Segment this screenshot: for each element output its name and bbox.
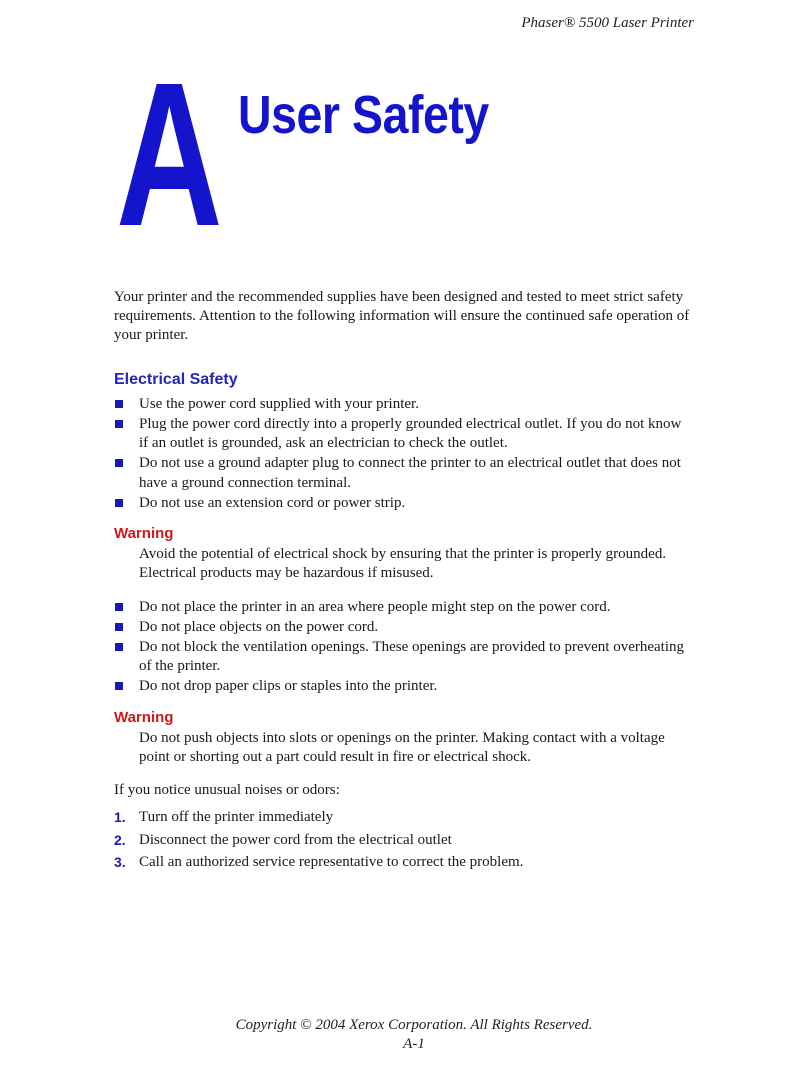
page-number: A-1 [403,1036,425,1052]
square-bullet-icon [115,682,123,690]
safety-list-1 [114,395,694,513]
list-item: Do not place objects on the power cord. [114,618,694,637]
running-header: Phaser® 5500 Laser Printer [521,15,694,31]
square-bullet-icon [115,459,123,467]
square-bullet-icon [115,603,123,611]
list-item: Do not place the printer in an area where people might step on the power cord. [114,598,694,617]
intro-paragraph: Your printer and the recommended supplies have been designed and tested to meet strict safety requirements. Attention to the following information will ensure the continued safe operation of your printer. [114,289,690,344]
warning-text: Do not push objects into slots or openings on the printer. Making contact with a voltage point or shorting out a part could result in fire or electrical shock. [139,729,665,766]
square-bullet-icon [115,623,123,631]
safety-list-2 [114,598,694,697]
square-bullet-icon [115,499,123,507]
list-item: Do not drop paper clips or staples into the printer. [114,677,694,696]
square-bullet-icon [115,400,123,408]
list-item: Do not block the ventilation openings. These openings are provided to prevent overheating of the printer. [114,638,694,676]
list-item: Do not use an extension cord or power strip. [114,494,694,513]
step-item: 1. Turn off the printer immediately [114,809,334,826]
square-bullet-icon [115,643,123,651]
list-item: Use the power cord supplied with your printer. [114,395,694,414]
warning-label: Warning [114,708,174,726]
step-item: 2. Disconnect the power cord from the electrical outlet [114,831,452,848]
page-body [114,288,694,875]
warning-text: Avoid the potential of electrical shock by ensuring that the printer is properly grounded. Electrical products may be hazardous if misused. [139,546,667,582]
list-item: Do not use a ground adapter plug to connect the printer to an electrical outlet that does not have a ground connection terminal. [114,454,694,492]
section-heading: Electrical Safety [114,370,238,388]
square-bullet-icon [115,420,123,428]
copyright-text: Copyright © 2004 Xerox Corporation. All Rights Reserved. [235,1017,593,1033]
chapter-title: User Safety [238,85,489,145]
steps-list [114,808,694,872]
step-item: 3. Call an authorized service representative to correct the problem. [114,853,524,870]
chapter-letter: A [116,40,220,269]
page-footer [0,1016,808,1054]
warning-label: Warning [114,525,174,543]
list-item: Plug the power cord directly into a properly grounded electrical outlet. If you do not know if an outlet is grounded, ask an electrician to check the outlet. [114,415,694,453]
notice-text: If you notice unusual noises or odors: [114,782,340,799]
